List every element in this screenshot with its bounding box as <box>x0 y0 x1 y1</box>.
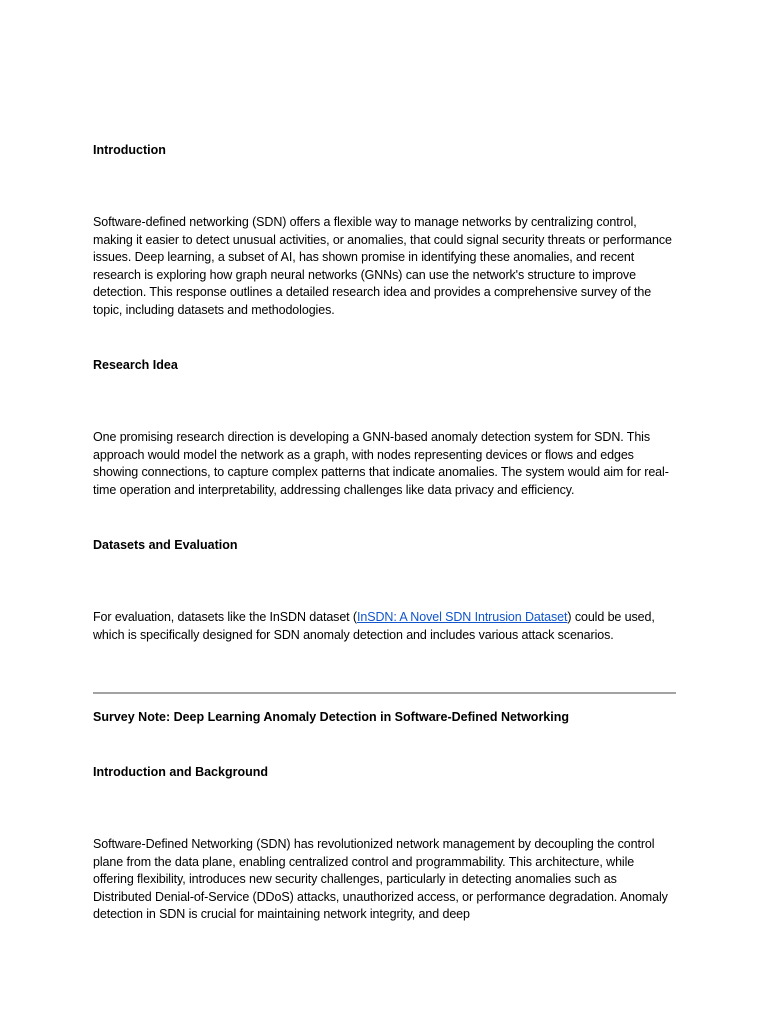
paragraph-introduction: Software-defined networking (SDN) offers a flexible way to manage networks by centralizing control, making it easier to detect unusual activities, or anomalies, that could signal security threats or performance issues. Deep learning, a subset of AI, has shown promise in identifying these anomalies, and recent research is exploring how graph neural networks (GNNs) can use the network's structure to improve detection. This response outlines a detailed research idea and provides a comprehensive survey of the topic, including datasets and methodologies. <box>93 215 672 317</box>
heading-datasets-evaluation: Datasets and Evaluation <box>93 538 238 552</box>
datasets-text-before-link: For evaluation, datasets like the InSDN dataset ( <box>93 610 357 624</box>
paragraph-introduction-background: Software-Defined Networking (SDN) has revolutionized network management by decoupling the control plane from the data plane, enabling centralized control and programmability. This architecture, while offering flexibility, introduces new security challenges, particularly in detecting anomalies such as Distributed Denial-of-Service (DDoS) attacks, unauthorized access, or performance degradation. Anomaly detection in SDN is crucial for maintaining network integrity, and deep <box>93 837 668 922</box>
heading-introduction-background: Introduction and Background <box>93 765 268 779</box>
datasets-text-after-link: ) could be used, which is specifically designed for SDN anomaly detection and includes various attack scenarios. <box>93 610 655 642</box>
insdn-dataset-link[interactable]: InSDN: A Novel SDN Intrusion Dataset <box>357 610 568 624</box>
heading-introduction: Introduction <box>93 143 166 157</box>
heading-survey-note: Survey Note: Deep Learning Anomaly Detection in Software-Defined Networking <box>93 710 570 724</box>
paragraph-datasets-evaluation <box>93 609 676 644</box>
paragraph-research-idea: One promising research direction is developing a GNN-based anomaly detection system for SDN. This approach would model the network as a graph, with nodes representing devices or flows and edges showing connections, to capture complex patterns that indicate anomalies. The system would aim for real-time operation and interpretability, addressing challenges like data privacy and efficiency. <box>93 430 669 497</box>
heading-research-idea: Research Idea <box>93 358 178 372</box>
horizontal-divider <box>93 692 676 694</box>
